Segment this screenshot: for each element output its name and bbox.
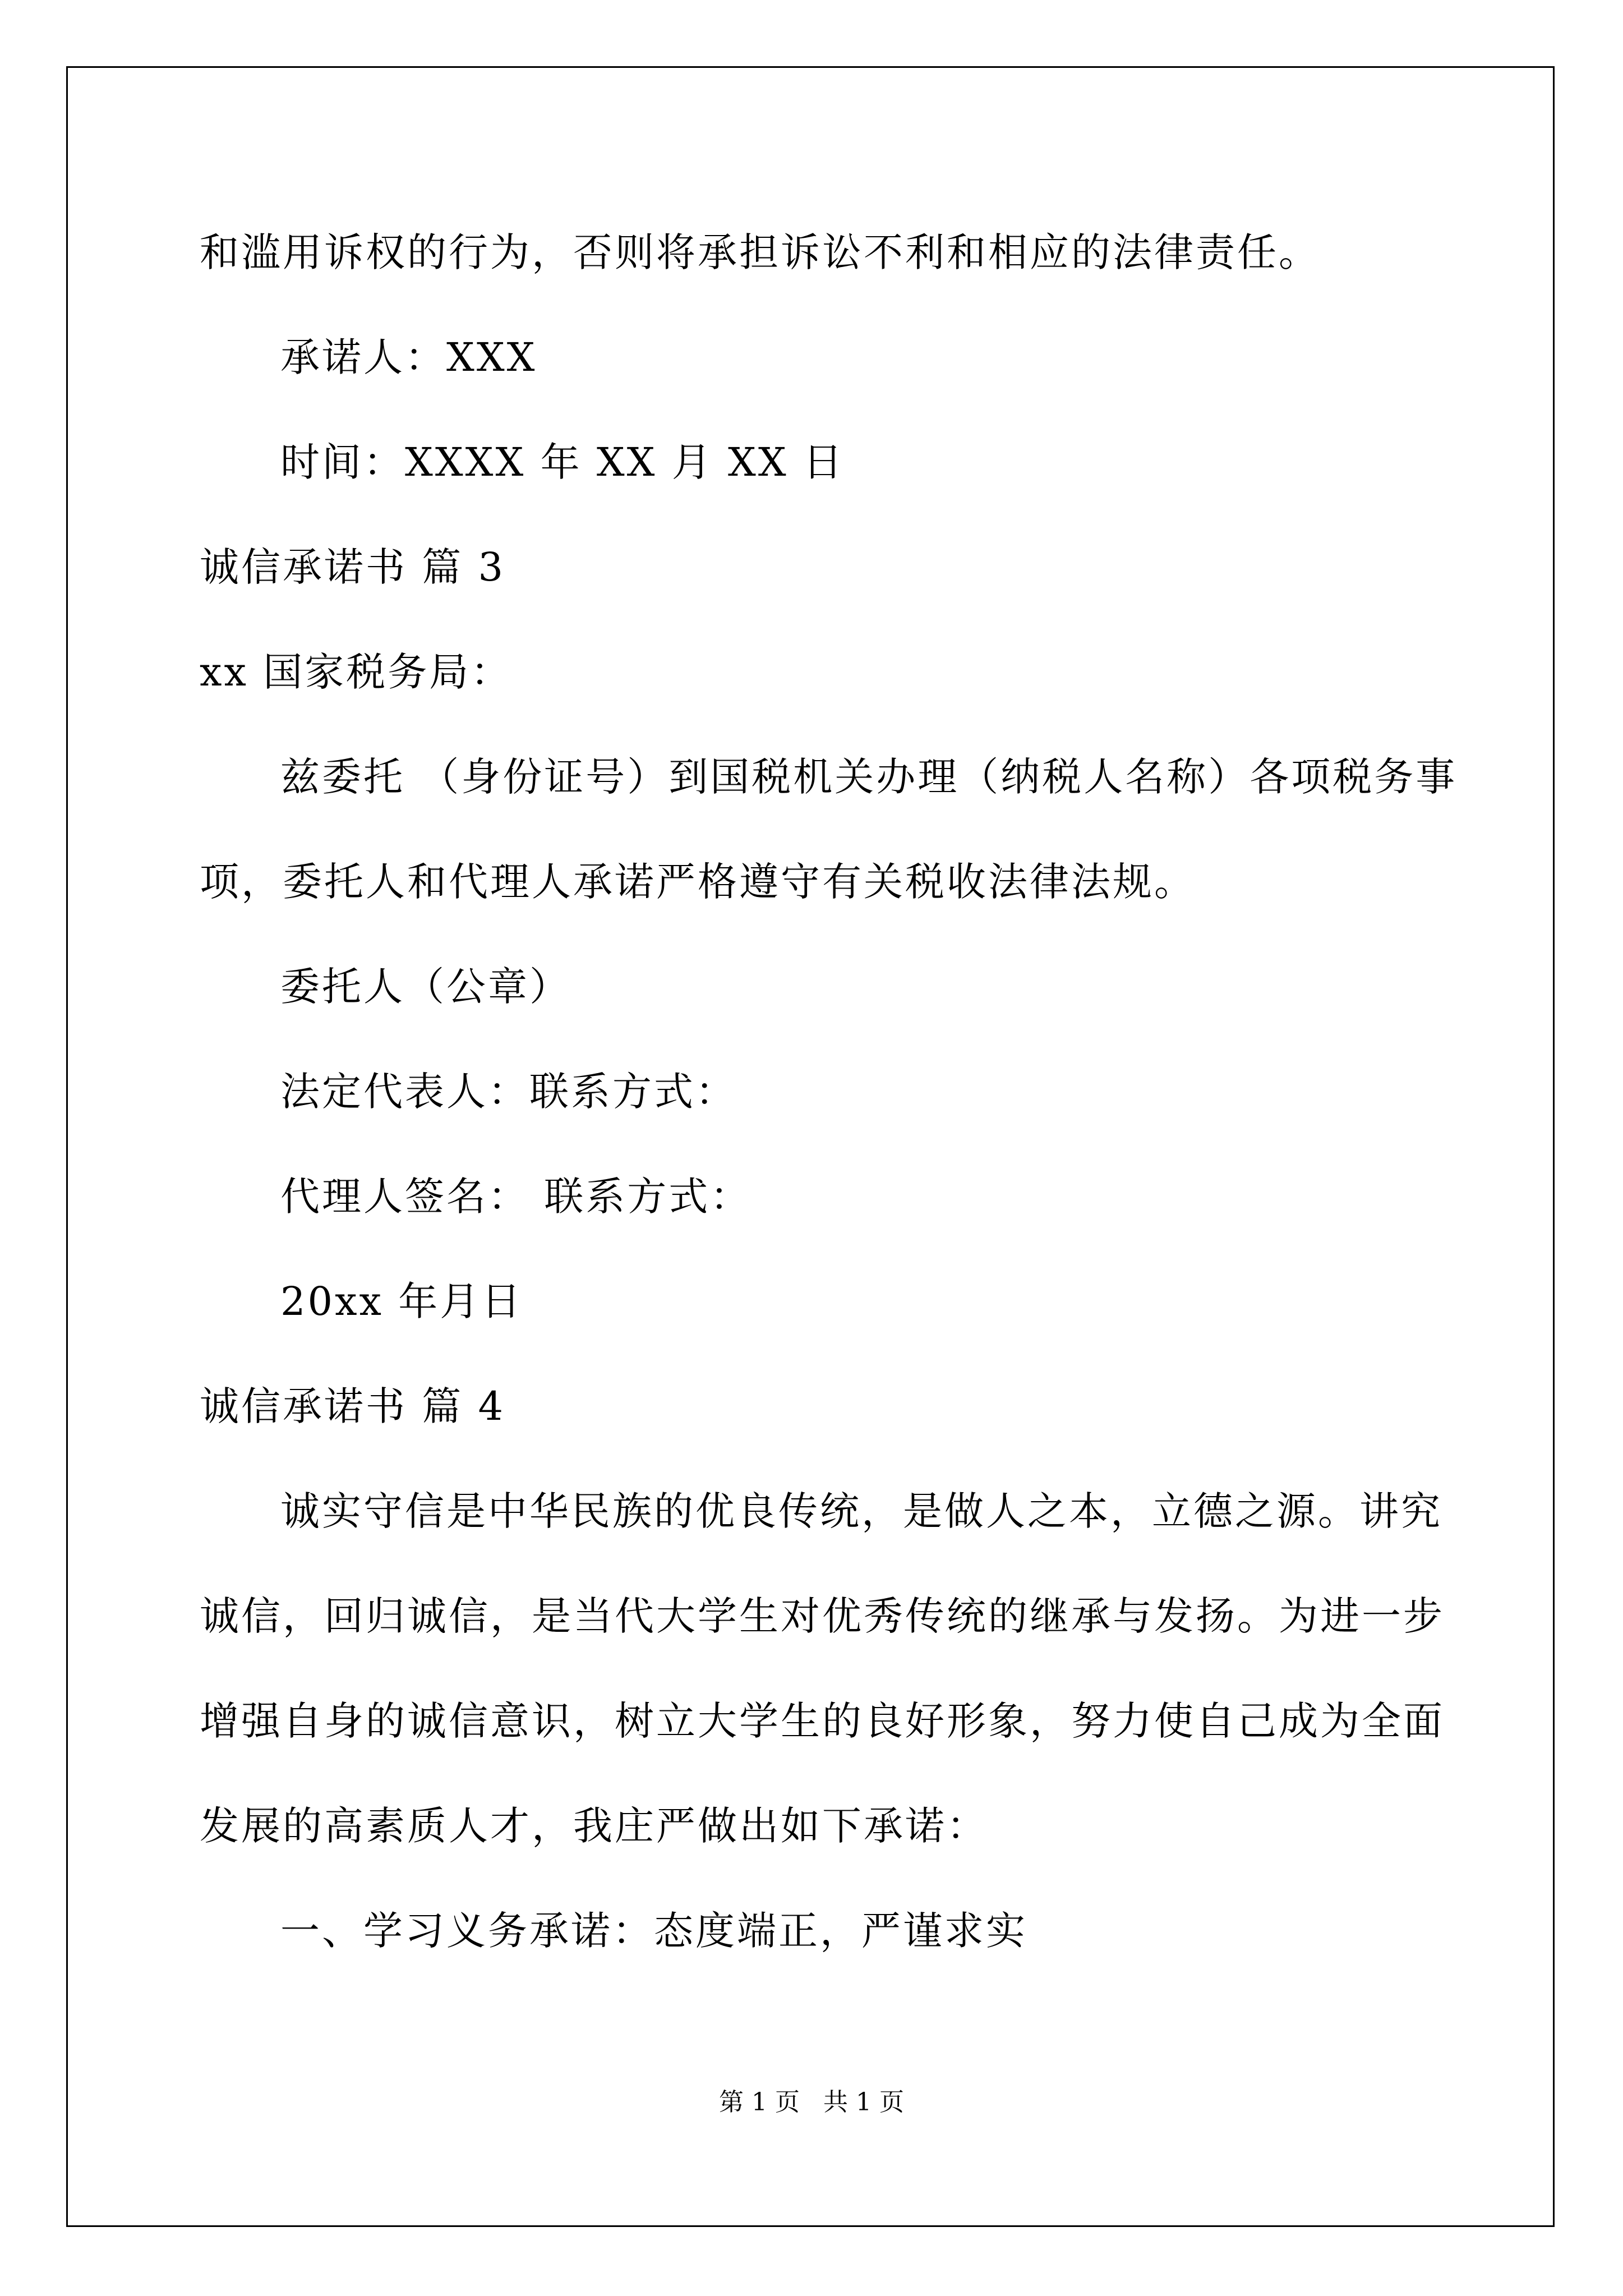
text-line: 诚实守信是中华民族的优良传统，是做人之本，立德之源。讲究 [280, 1488, 1442, 1534]
text-line: 兹委托 （身份证号）到国税机关办理（纳税人名称）各项税务事 [280, 754, 1458, 800]
section-heading: 诚信承诺书 篇 4 [200, 1383, 506, 1429]
text-line: 项，委托人和代理人承诺严格遵守有关税收法律法规。 [200, 859, 1196, 905]
text-line: 增强自身的诚信意识，树立大学生的良好形象，努力使自己成为全面 [200, 1698, 1445, 1744]
text-line: 承诺人：XXX [280, 334, 537, 380]
text-line: 和滥用诉权的行为，否则将承担诉讼不利和相应的法律责任。 [200, 229, 1320, 275]
text-line: xx 国家税务局： [200, 649, 513, 695]
text-line: 法定代表人：联系方式： [280, 1069, 737, 1115]
text-line: 委托人（公章） [280, 964, 571, 1010]
text-line: 代理人签名： 联系方式： [280, 1174, 752, 1220]
section-heading: 诚信承诺书 篇 3 [200, 544, 506, 590]
text-line: 诚信，回归诚信，是当代大学生对优秀传统的继承与发扬。为进一步 [200, 1593, 1445, 1639]
text-line: 时间：XXXX 年 XX 月 XX 日 [280, 439, 845, 485]
text-line: 发展的高素质人才，我庄严做出如下承诺： [200, 1803, 988, 1849]
text-line: 一、学习义务承诺：态度端正，严谨求实 [280, 1908, 1027, 1954]
text-line: 20xx 年月日 [280, 1278, 523, 1324]
page-footer: 第 1 页 共 1 页 [719, 2088, 904, 2116]
